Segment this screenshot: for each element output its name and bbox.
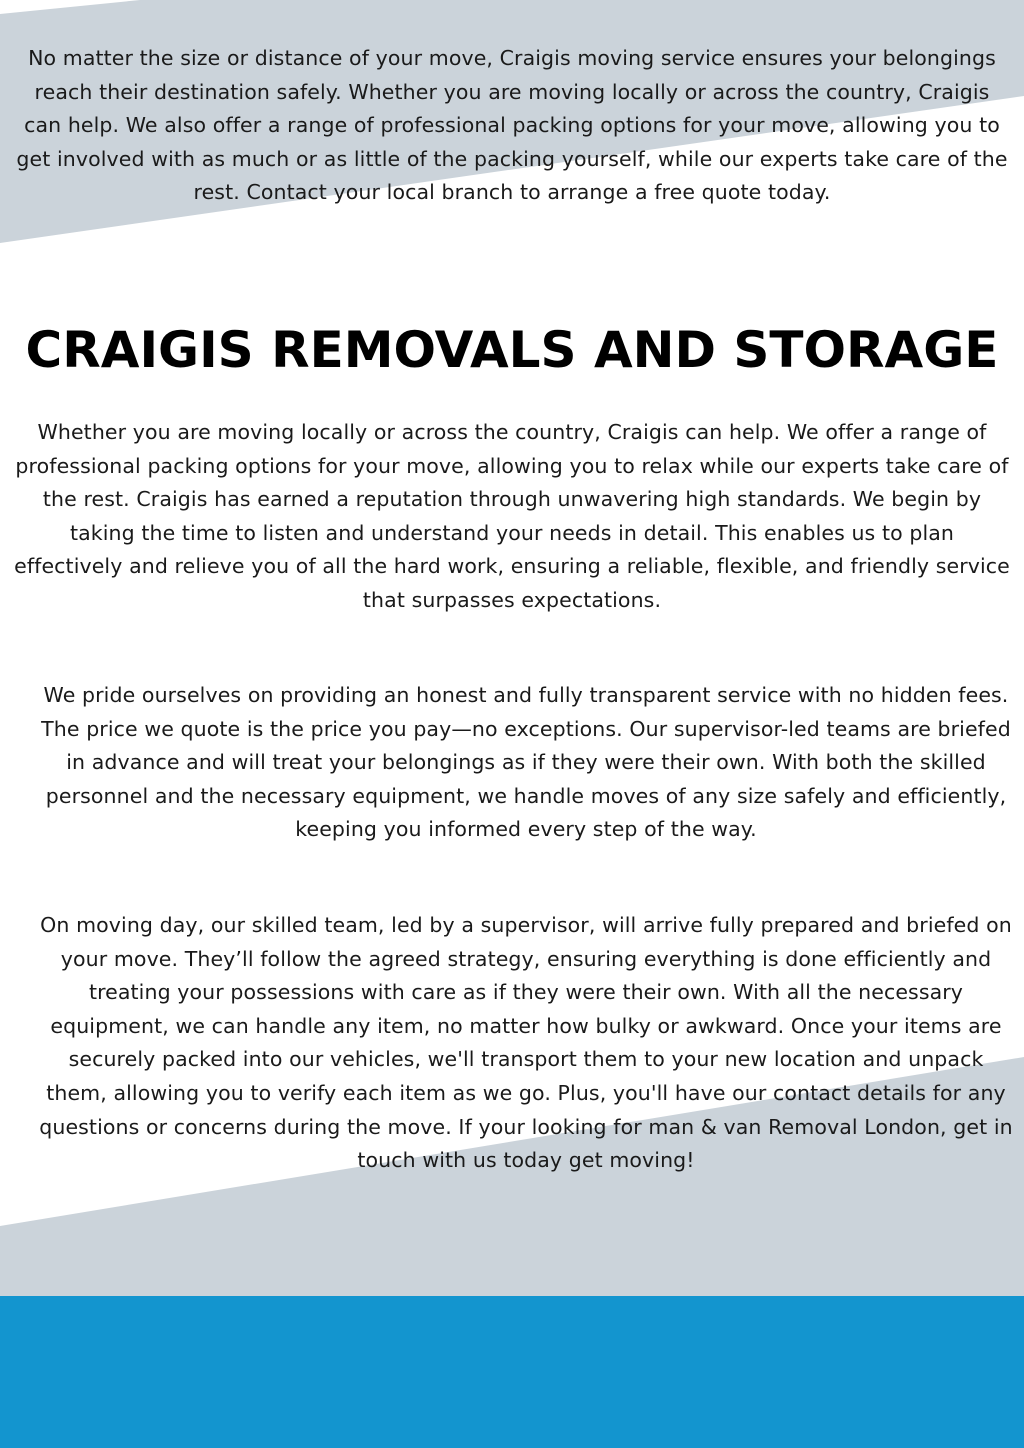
body-paragraph-1: Whether you are moving locally or across the country, Craigis can help. We offer a range of professional packing options for your move, allowing you to relax while our experts take care of the rest. Craigis has earned a reputation through unwavering high standards. We begin by taking the time to listen and understand your needs in detail. This enables us to plan effectively and relieve you of all the hard work, ensuring a reliable, flexible, and friendly service that surpasses expectations. [14, 420, 1010, 612]
body-paragraph-3: On moving day, our skilled team, led by a supervisor, will arrive fully prepared and briefed on your move. They’ll follow the agreed strategy, ensuring everything is done efficiently and treating your possessions with care as if they were their own. With all the necessary equipment, we can handle any item, no matter how bulky or awkward. Once your items are securely packed into our vehicles, we'll transport them to your new location and unpack them, allowing you to verify each item as we go. Plus, you'll have our contact details for any questions or concerns during the move. If your looking for man & van Removal London, get in touch with us today get moving! [39, 913, 1013, 1173]
body-paragraph-2: We pride ourselves on providing an honest and fully transparent service with no hidden fees. The price we quote is the price you pay—no exceptions. Our supervisor-led teams are briefed in advance and will treat your belongings as if they were their own. With both the skilled personnel and the necessary equipment, we handle moves of any size safely and efficiently, keeping you informed every step of the way. [41, 683, 1011, 842]
page-title: CRAIGIS REMOVALS AND STORAGE [25, 321, 999, 379]
intro-paragraph: No matter the size or distance of your move, Craigis moving service ensures your belongings reach their destination safely. Whether you are moving locally or across the country, Craigis can help. We also offer a range of professional packing options for your move, allowing you to get involved with as much or as little of the packing yourself, while our experts take care of the rest. Contact your local branch to arrange a free quote today. [16, 46, 1008, 205]
footer-blue-band [0, 1296, 1024, 1448]
